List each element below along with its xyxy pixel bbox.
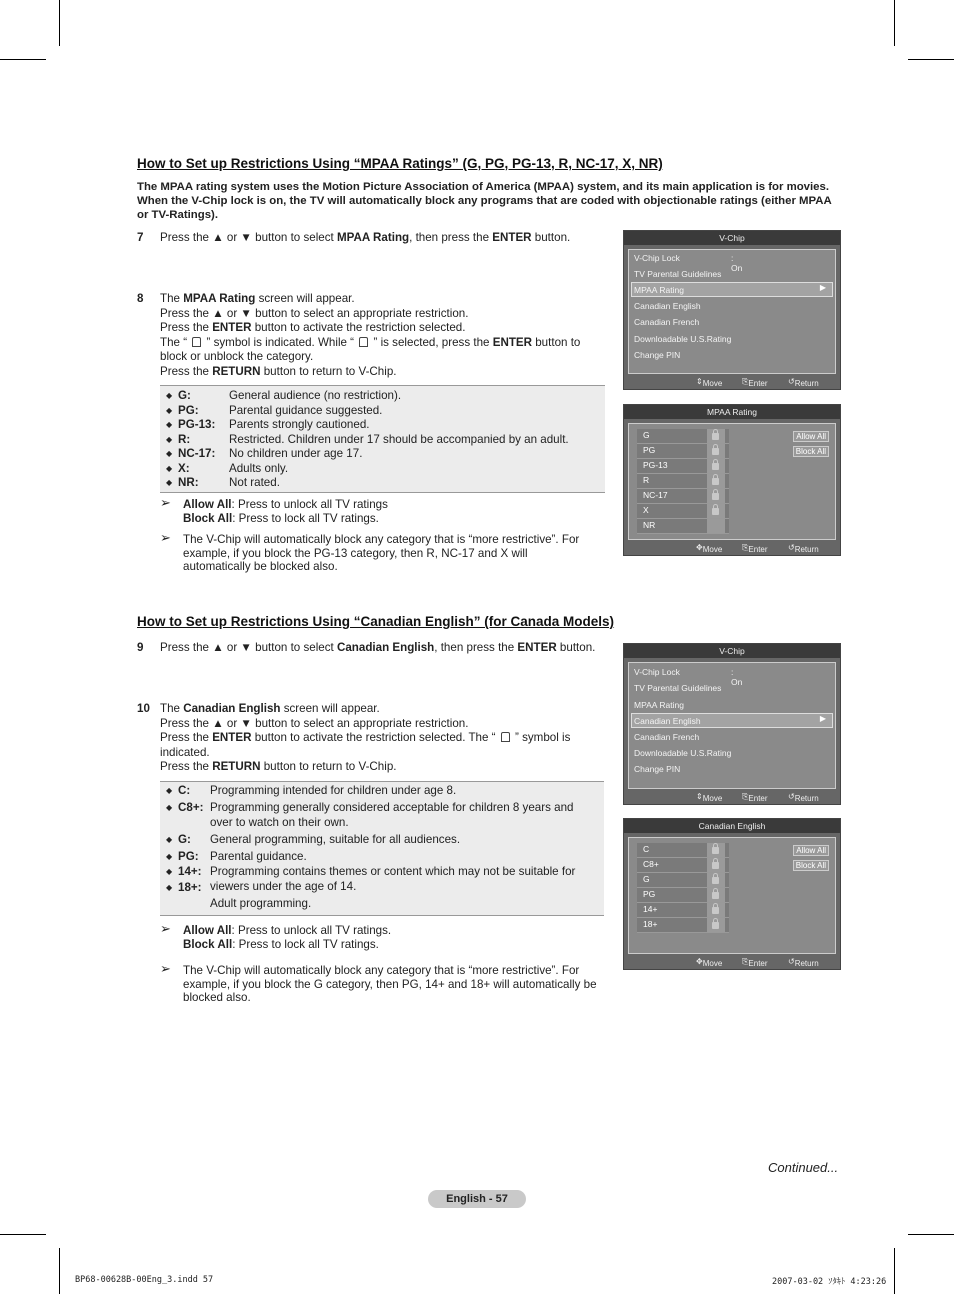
- step-number: 10: [137, 702, 150, 715]
- crop-mark: [894, 1248, 895, 1294]
- return-hint: ↺ Return: [788, 957, 819, 968]
- step-bold: RETURN: [212, 760, 261, 774]
- rating-label: NR: [643, 520, 656, 530]
- rating-row[interactable]: [637, 429, 729, 444]
- note-text: The V-Chip will automatically block any category that is “more restrictive”. For example, if you block the G category, then PG, 14+ and 18+ will automatically be blocked also.: [183, 964, 597, 1005]
- canadian-english-screen: [623, 818, 841, 970]
- rating-desc: Not rated.: [229, 476, 280, 489]
- bullet-icon: ◆: [166, 867, 173, 876]
- bullet-icon: ◆: [166, 463, 173, 473]
- move-hint: ✥ Move: [696, 957, 723, 968]
- rating-row[interactable]: [637, 504, 729, 519]
- menu-item-canadian-french[interactable]: Canadian French: [634, 732, 700, 742]
- note-bold: Block All: [183, 937, 233, 951]
- hint-label: Move: [702, 379, 723, 388]
- step-text: Press the: [160, 760, 213, 774]
- step-text: button to activate the restriction selected.: [251, 321, 466, 335]
- note-bold: Block All: [183, 511, 233, 525]
- mpaa-rating-screen: [623, 404, 841, 556]
- enter-hint: ⎘ Enter: [742, 377, 768, 388]
- rating-label: 14+: [643, 904, 658, 914]
- bullet-icon: ◆: [166, 449, 173, 458]
- step-text: button to return to V-Chip.: [260, 760, 397, 774]
- rating-desc: Programming intended for children under age 8.: [210, 784, 457, 797]
- bullet-icon: ◆: [166, 434, 173, 444]
- hint-label: Enter: [748, 379, 768, 388]
- menu-item-label: V-Chip Lock: [634, 667, 680, 677]
- screen-title: MPAA Rating: [624, 405, 840, 419]
- step-7: [137, 231, 607, 246]
- unlocked-icon: [707, 873, 725, 887]
- unlocked-icon: [707, 858, 725, 872]
- return-hint: ↺ Return: [788, 792, 819, 803]
- screen-footer: [624, 955, 840, 969]
- step-text: , then press the: [409, 231, 493, 244]
- rating-code: PG: [178, 850, 195, 863]
- rating-row[interactable]: [637, 519, 729, 534]
- hint-label: Move: [702, 794, 723, 803]
- rating-row[interactable]: [637, 903, 729, 918]
- bullet-icon: ◆: [166, 405, 173, 415]
- hint-label: Return: [794, 959, 819, 968]
- rating-desc: General programming, suitable for all audiences.: [210, 833, 461, 846]
- screen-footer: [624, 541, 840, 555]
- menu-item-canadian-english[interactable]: Canadian English: [634, 301, 701, 311]
- enter-hint: ⎘ Enter: [742, 957, 768, 968]
- note-allow-block: [160, 495, 613, 525]
- rating-code: NR: [178, 476, 195, 489]
- unlocked-icon: [707, 459, 725, 473]
- move-hint: ⇕ Move: [696, 792, 723, 803]
- rating-label: PG: [643, 889, 656, 899]
- menu-item-tv-parental[interactable]: TV Parental Guidelines: [634, 683, 722, 693]
- rating-row[interactable]: [637, 474, 729, 489]
- rating-code: 14+: [178, 865, 198, 878]
- return-hint: ↺ Return: [788, 543, 819, 554]
- menu-item-value: : On: [731, 253, 743, 273]
- rating-label: NC-17: [643, 490, 668, 500]
- bullet-icon: ◆: [166, 420, 173, 429]
- step-text: button to return to V-Chip.: [260, 364, 397, 378]
- lock-icon: [501, 732, 510, 742]
- intro-paragraph: The MPAA rating system uses the Motion Picture Association of America (MPAA) system, and its main application is for movies. When the V-Chip lock is on, the TV will automatically block any programs that are coded with objectionable ratings (either MPAA or TV-Ratings).: [137, 181, 832, 221]
- note-text: : Press to lock all TV ratings.: [232, 937, 379, 951]
- hint-label: Return: [794, 545, 819, 554]
- menu-item-label: V-Chip Lock: [634, 253, 680, 263]
- crop-mark: [59, 0, 60, 46]
- rating-label: PG-13: [643, 460, 668, 470]
- rating-desc: Restricted. Children under 17 should be accompanied by an adult.: [229, 432, 569, 446]
- rating-label: G: [643, 430, 650, 440]
- rating-code: G: [178, 389, 188, 402]
- screen-footer: [624, 375, 840, 389]
- rating-desc: Parental guidance.: [210, 850, 307, 863]
- rating-row[interactable]: [637, 843, 729, 858]
- step-bold: RETURN: [212, 364, 261, 378]
- hint-label: Enter: [748, 545, 768, 554]
- unlocked-icon: [707, 444, 725, 458]
- rating-code: PG-13: [178, 418, 212, 431]
- vchip-screen-canadian: [623, 643, 841, 805]
- step-8: [137, 292, 607, 380]
- rating-label: X: [643, 505, 649, 515]
- block-all-button[interactable]: Block All: [793, 446, 829, 457]
- menu-item-canadian-french[interactable]: Canadian French: [634, 317, 700, 327]
- unlocked-icon: [707, 489, 725, 503]
- menu-item-change-pin[interactable]: Change PIN: [634, 350, 681, 360]
- crop-mark: [908, 59, 954, 60]
- hint-label: Move: [702, 545, 723, 554]
- lock-icon: [192, 337, 201, 347]
- return-hint: ↺ Return: [788, 377, 819, 388]
- bullet-icon: ◆: [166, 852, 173, 861]
- rating-label: G: [643, 874, 650, 884]
- unlocked-icon: [707, 888, 725, 902]
- hint-label: Move: [702, 959, 723, 968]
- enter-hint: ⎘ Enter: [742, 543, 768, 554]
- bullet-icon: ◆: [166, 883, 173, 892]
- crop-mark: [0, 1234, 46, 1235]
- mpaa-ratings-table: ◆ G: General audience (no restriction). ◆ PG: Parental guidance suggested. ◆ PG-13: Parents strongly cautioned. ◆ R: Restricted. Children under 17 should be accompanied by an adult. ◆ NC-17: No children under age 17. ◆ X: Adults only. ◆ NR: Not rated.: [160, 385, 605, 493]
- unlocked-icon: [707, 519, 725, 533]
- step-text: screen will appear.: [280, 702, 380, 715]
- section-heading-canadian: How to Set up Restrictions Using “Canadian English” (for Canada Models): [137, 614, 615, 629]
- rating-desc: Adult programming.: [210, 897, 312, 910]
- step-text: Press the: [160, 364, 213, 378]
- rating-code: NC-17: [178, 447, 212, 460]
- step-text: The: [160, 292, 184, 305]
- rating-panel: [628, 837, 836, 954]
- step-bold: Canadian English: [336, 641, 435, 654]
- menu-item-value: : On: [731, 667, 743, 687]
- rating-code: C: [178, 784, 187, 797]
- step-bold: ENTER: [212, 321, 252, 335]
- step-text: ” symbol is indicated. While “: [203, 335, 358, 349]
- rating-desc: General audience (no restriction).: [229, 389, 402, 402]
- step-text: button to block or unblock the category.: [160, 335, 581, 364]
- rating-label: R: [643, 475, 650, 485]
- note-text: The V-Chip will automatically block any category that is “more restrictive”. For example, if you block the PG-13 category, then R, NC-17 and X will automatically be blocked also.: [183, 533, 580, 574]
- slug-filename: BP68-00628B-00Eng_3.indd 57: [75, 1275, 214, 1285]
- rating-label: 18+: [643, 919, 658, 929]
- step-text: ” is selected, press the: [370, 335, 493, 349]
- step-text: button to activate the restriction selected. The “: [251, 731, 499, 745]
- bullet-icon: ◆: [166, 786, 173, 795]
- screen-footer: [624, 790, 840, 804]
- step-bold: Canadian English: [183, 702, 281, 715]
- step-text: , then press the: [434, 641, 518, 654]
- rating-desc: Programming contains themes or content which may not be suitable for viewers under the age of 14.: [210, 865, 576, 893]
- step-bold: MPAA Rating: [183, 292, 256, 305]
- menu-item-vchip-lock[interactable]: [634, 253, 743, 273]
- rating-row[interactable]: [637, 873, 729, 888]
- unlocked-icon: [707, 843, 725, 857]
- note-bold: Allow All: [183, 498, 232, 511]
- rating-code: C8+: [178, 801, 200, 814]
- rating-desc: Adults only.: [229, 461, 289, 475]
- step-bold: ENTER: [517, 641, 557, 654]
- rating-label: C: [643, 844, 650, 854]
- bullet-icon: ◆: [166, 391, 173, 400]
- move-hint: ✥ Move: [696, 543, 723, 554]
- step-bold: ENTER: [492, 335, 533, 349]
- note-restrictive: [160, 961, 613, 1005]
- step-text: Press the: [160, 731, 213, 745]
- canadian-ratings-table: ◆ C: Programming intended for children under age 8. ◆ C8+: Programming generally considered acceptable for children 8 years and over to watch on their own. ◆ G: General programming, suitable for all audiences. ◆ PG: Parental guidance. ◆ 14+: Programming contains themes or content which may not be suitable for viewers under the age of 14. ◆ 18+: Adult programming.: [160, 781, 604, 916]
- hint-label: Enter: [748, 794, 768, 803]
- lock-icon: [359, 337, 368, 347]
- unlocked-icon: [707, 474, 725, 488]
- rating-row[interactable]: [637, 888, 729, 903]
- step-bold: ENTER: [492, 231, 532, 244]
- crop-mark: [59, 1248, 60, 1294]
- step-number: 8: [137, 292, 144, 305]
- step-text: button.: [531, 231, 571, 244]
- bullet-icon: ◆: [166, 835, 173, 844]
- menu-item-tv-parental[interactable]: TV Parental Guidelines: [634, 269, 722, 279]
- block-all-button[interactable]: Block All: [793, 860, 829, 871]
- note-arrow-icon: ➢: [160, 961, 171, 976]
- rating-row[interactable]: [637, 459, 729, 474]
- rating-code: 18+: [178, 881, 198, 894]
- rating-row[interactable]: [637, 489, 729, 504]
- step-text: Press the ▲ or ▼ button to select an appropriate restriction.: [160, 716, 469, 730]
- screen-title: V-Chip: [624, 231, 840, 245]
- note-allow-block: [160, 921, 613, 951]
- section-heading-mpaa: How to Set up Restrictions Using “MPAA Ratings” (G, PG, PG-13, R, NC-17, X, NR): [137, 156, 663, 171]
- note-bold: Allow All: [183, 924, 232, 937]
- step-text: screen will appear.: [255, 292, 355, 305]
- bullet-icon: ◆: [166, 478, 173, 487]
- menu-item-downloadable[interactable]: Downloadable U.S.Rating: [634, 748, 732, 758]
- move-hint: ⇕ Move: [696, 377, 723, 388]
- unlocked-icon: [707, 903, 725, 917]
- unlocked-icon: [707, 504, 725, 518]
- note-text: : Press to unlock all TV ratings: [231, 498, 388, 511]
- menu-item-mpaa-rating[interactable]: MPAA Rating: [634, 285, 684, 295]
- note-restrictive: [160, 530, 583, 574]
- menu-item-vchip-lock[interactable]: [634, 667, 743, 687]
- menu-panel: [628, 662, 836, 789]
- rating-desc: Programming generally considered acceptable for children 8 years and over to watch on their own.: [210, 801, 574, 829]
- hint-label: Return: [794, 379, 819, 388]
- allow-all-button[interactable]: Allow All: [793, 431, 829, 442]
- step-number: 7: [137, 231, 144, 244]
- crop-mark: [908, 1234, 954, 1235]
- hint-label: Return: [794, 794, 819, 803]
- rating-row[interactable]: [637, 918, 729, 933]
- menu-item-canadian-english[interactable]: Canadian English: [634, 716, 701, 726]
- crop-mark: [894, 0, 895, 46]
- rating-desc: Parents strongly cautioned.: [229, 418, 370, 431]
- arrow-right-icon: ▶: [819, 283, 826, 292]
- rating-code: X: [178, 461, 186, 475]
- page-number: English - 57: [428, 1190, 526, 1208]
- menu-item-change-pin[interactable]: Change PIN: [634, 764, 681, 774]
- vchip-screen-mpaa: [623, 230, 841, 390]
- arrow-right-icon: ▶: [819, 714, 826, 723]
- bullet-icon: ◆: [166, 803, 173, 812]
- step-bold: MPAA Rating: [336, 231, 410, 244]
- rating-code: PG: [178, 403, 195, 417]
- slug-timestamp: 2007-03-02 ｿﾀｷﾄ 4:23:26: [772, 1277, 887, 1287]
- step-text: button.: [556, 641, 596, 654]
- screen-title: V-Chip: [624, 644, 840, 658]
- unlocked-icon: [707, 429, 725, 443]
- step-text: ” symbol is indicated.: [160, 731, 571, 759]
- step-text: Press the ▲ or ▼ button to select an appropriate restriction.: [160, 306, 469, 320]
- step-text: Press the: [160, 321, 213, 335]
- rating-row[interactable]: [637, 858, 729, 873]
- hint-label: Enter: [748, 959, 768, 968]
- continued-label: Continued...: [768, 1160, 839, 1175]
- step-10: [137, 702, 607, 775]
- rating-code: G: [178, 833, 188, 846]
- rating-label: C8+: [643, 859, 659, 869]
- step-text: Press the ▲ or ▼ button to select: [160, 641, 337, 654]
- note-arrow-icon: ➢: [160, 530, 171, 545]
- rating-label: PG: [643, 445, 656, 455]
- rating-panel: [628, 423, 836, 540]
- rating-desc: No children under age 17.: [229, 447, 363, 460]
- step-9: [137, 641, 607, 656]
- note-arrow-icon: ➢: [160, 921, 171, 936]
- step-text: The “: [160, 335, 191, 349]
- rating-row[interactable]: [637, 444, 729, 459]
- unlocked-icon: [707, 918, 725, 932]
- note-arrow-icon: ➢: [160, 495, 171, 510]
- screen-title: Canadian English: [624, 819, 840, 833]
- rating-code: R: [178, 432, 187, 446]
- enter-hint: ⎘ Enter: [742, 792, 768, 803]
- step-number: 9: [137, 641, 144, 654]
- menu-panel: [628, 249, 836, 374]
- step-text: The: [160, 702, 184, 715]
- step-text: Press the ▲ or ▼ button to select: [160, 231, 337, 244]
- note-text: : Press to unlock all TV ratings.: [231, 924, 392, 937]
- menu-item-downloadable[interactable]: Downloadable U.S.Rating: [634, 334, 732, 344]
- menu-item-mpaa-rating[interactable]: MPAA Rating: [634, 700, 684, 710]
- crop-mark: [0, 59, 46, 60]
- allow-all-button[interactable]: Allow All: [793, 845, 829, 856]
- note-text: : Press to lock all TV ratings.: [232, 511, 379, 525]
- step-bold: ENTER: [212, 731, 252, 745]
- rating-desc: Parental guidance suggested.: [229, 403, 383, 417]
